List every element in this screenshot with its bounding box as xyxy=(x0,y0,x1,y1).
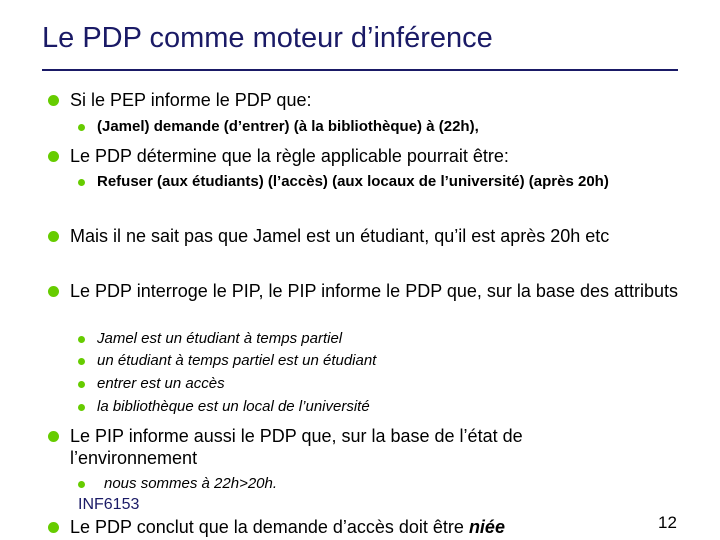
sub-bullet-dot-icon xyxy=(78,336,85,343)
slide-title: Le PDP comme moteur d’inférence xyxy=(42,22,493,54)
sub-bullet-text: la bibliothèque est un local de l’université xyxy=(97,398,370,415)
sub-bullet-text: Jamel est un étudiant à temps partiel xyxy=(97,330,343,347)
course-code: INF6153 xyxy=(78,496,140,513)
page-number: 12 xyxy=(658,513,677,532)
sub-bullet-text: Refuser (aux étudiants) (l’accès) (aux locaux de l’université) (après 20h) xyxy=(97,173,609,190)
sub-bullet-text: un étudiant à temps partiel est un étudiant xyxy=(97,352,377,369)
sub-bullet-dot-icon xyxy=(78,481,85,488)
bullet-dot-icon xyxy=(48,431,59,442)
bullet-dot-icon xyxy=(48,522,59,533)
sub-bullet-dot-icon xyxy=(78,404,85,411)
sub-bullet-dot-icon xyxy=(78,179,85,186)
sub-bullet-text: (Jamel) demande (d’entrer) (à la bibliothèque) à (22h), xyxy=(97,118,479,135)
sub-bullet-text: nous sommes à 22h>20h. xyxy=(104,475,278,492)
bullet-dot-icon xyxy=(48,95,59,106)
bullet-dot-icon xyxy=(48,286,59,297)
sub-bullet-text: entrer est un accès xyxy=(97,375,225,392)
sub-bullet-dot-icon xyxy=(78,381,85,388)
sub-bullet-dot-icon xyxy=(78,124,85,131)
sub-bullet-dot-icon xyxy=(78,358,85,365)
bullet-text: Mais il ne sait pas que Jamel est un étudiant, qu’il est après 20h etc xyxy=(70,226,610,246)
bullet-text xyxy=(70,516,685,538)
conclusion-text: Le PDP conclut que la demande d’accès doit être xyxy=(70,517,464,537)
bullet-dot-icon xyxy=(48,151,59,162)
conclusion-emphasis: niée xyxy=(468,517,505,537)
bullet-dot-icon xyxy=(48,231,59,242)
bullet-text: Le PDP interroge le PIP, le PIP informe le PDP que, sur la base des attributs xyxy=(70,281,679,301)
bullet-text: Si le PEP informe le PDP que: xyxy=(70,90,312,110)
bullet-text: Le PDP détermine que la règle applicable pourrait être: xyxy=(70,146,509,166)
title-divider xyxy=(42,69,678,71)
bullet-text: Le PIP informe aussi le PDP que, sur la base de l’état de l’environnement xyxy=(70,426,523,468)
